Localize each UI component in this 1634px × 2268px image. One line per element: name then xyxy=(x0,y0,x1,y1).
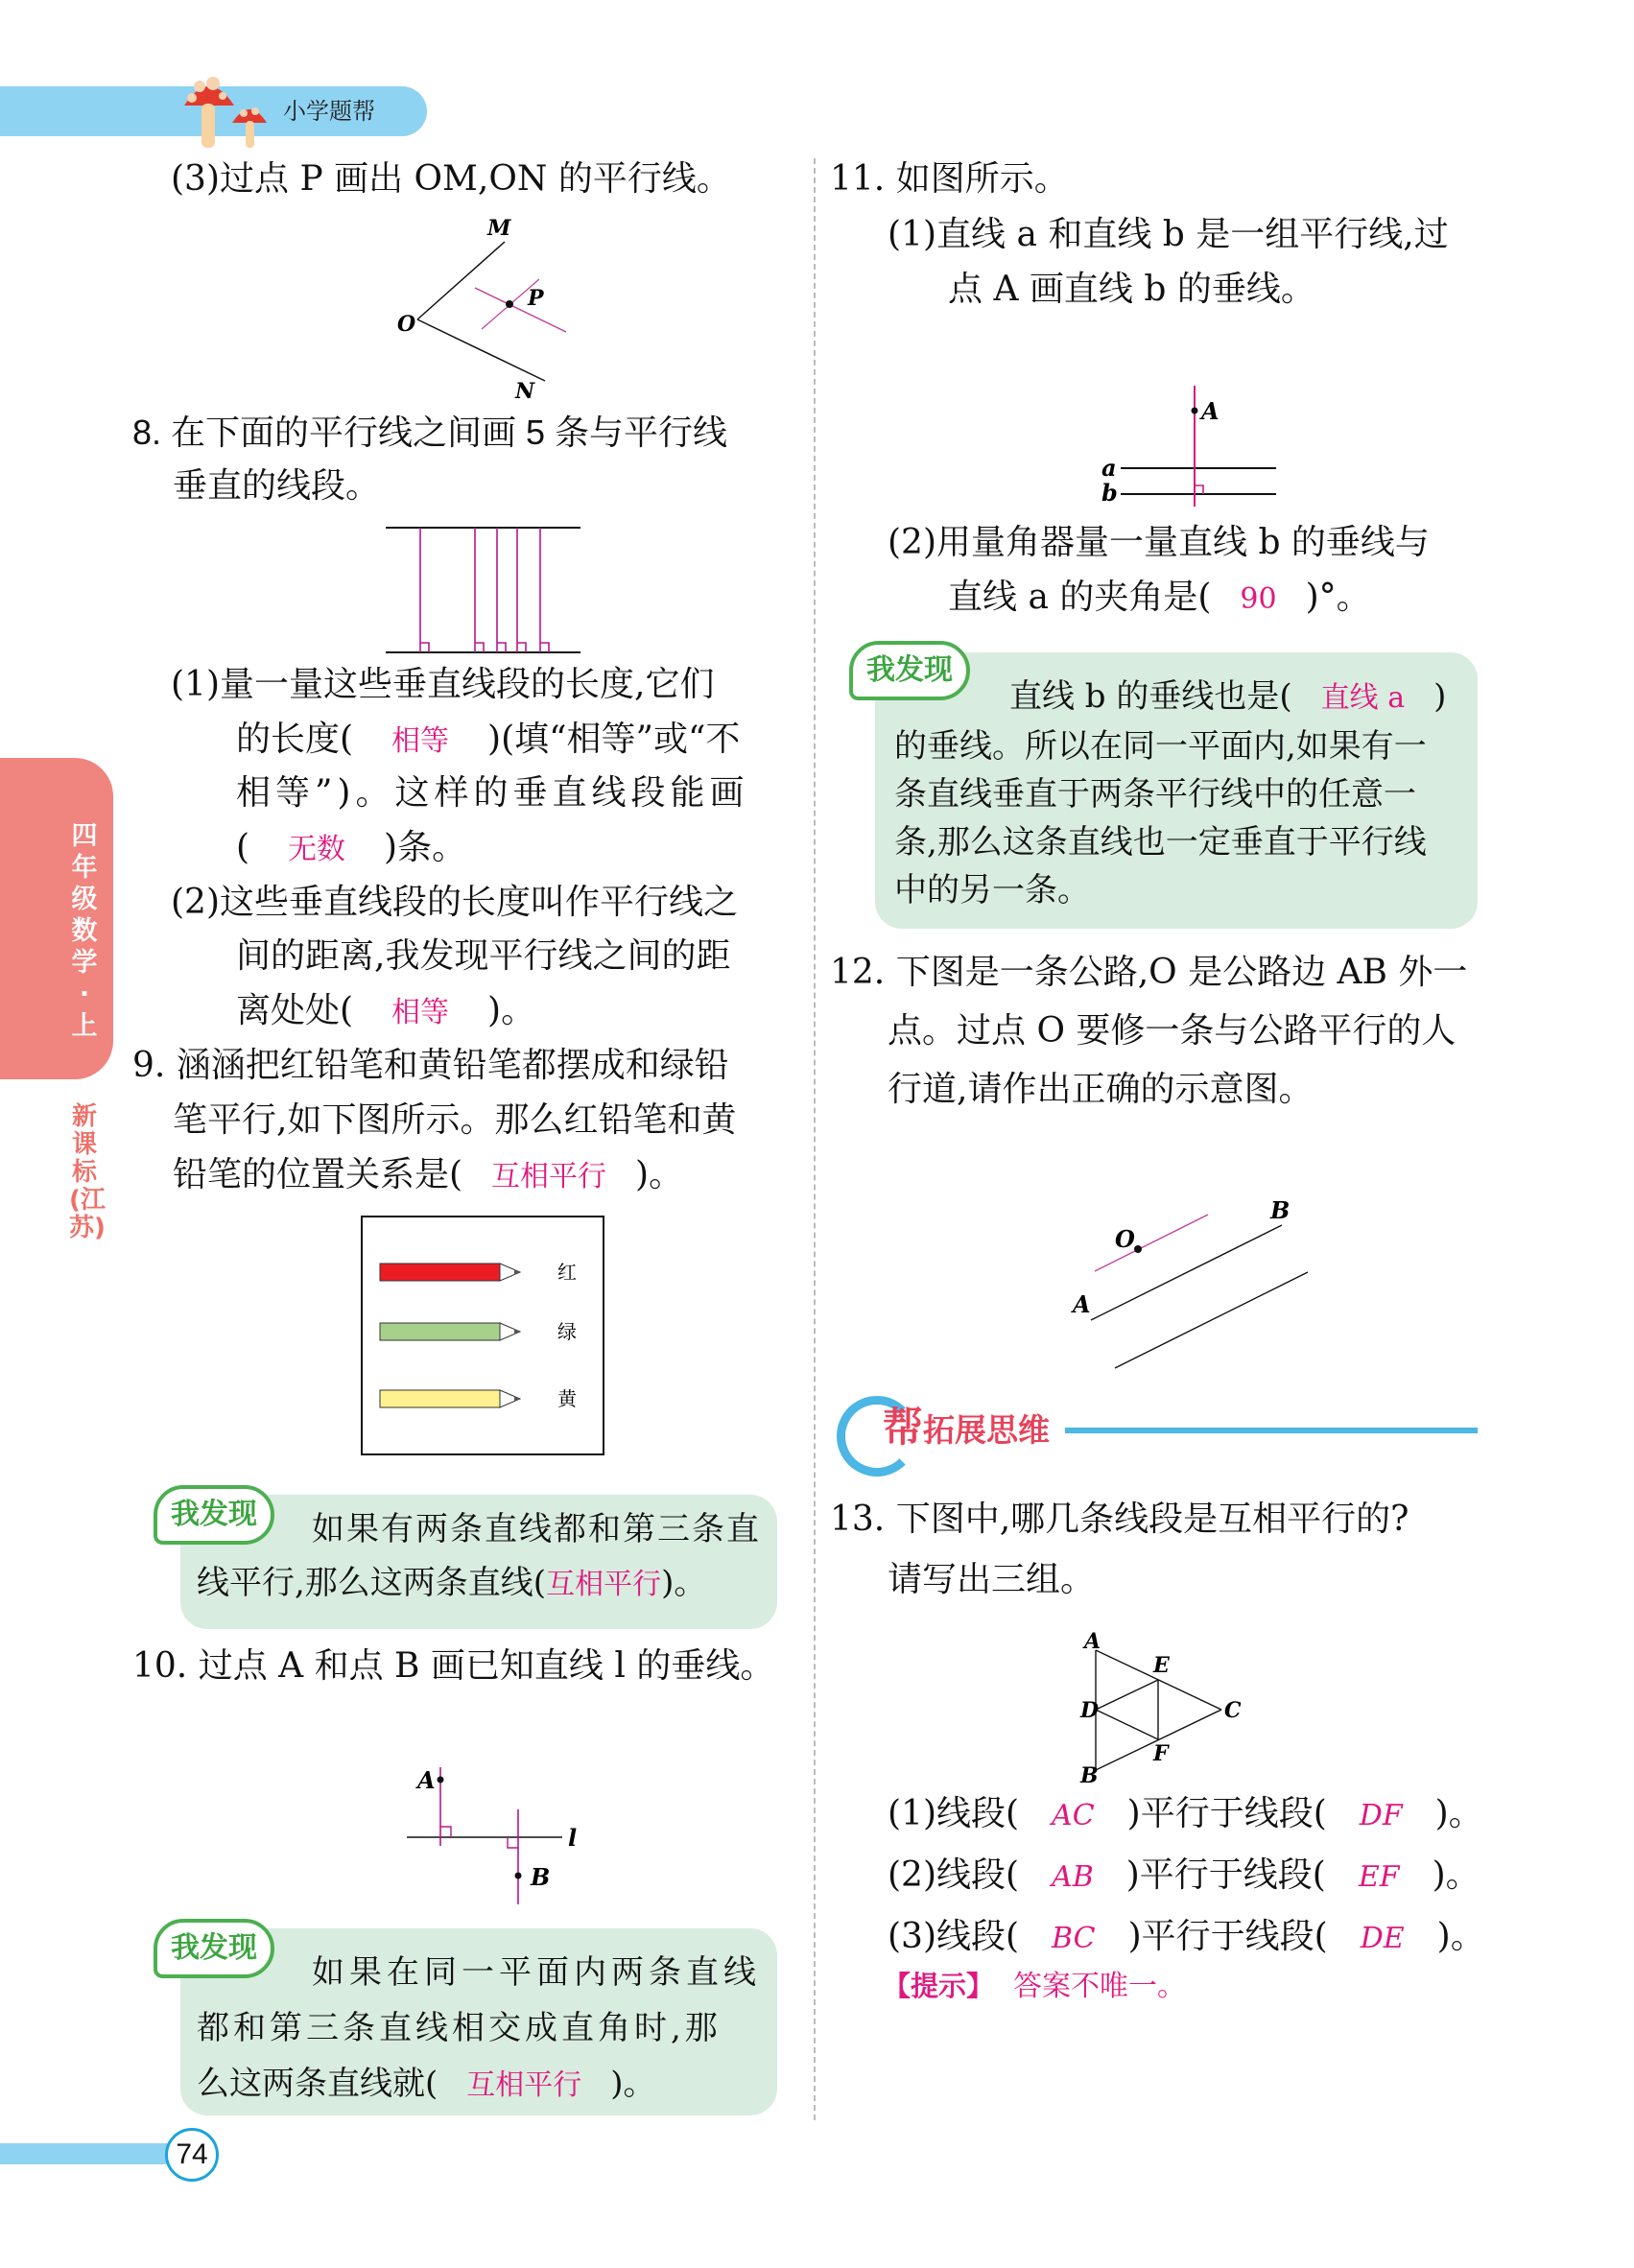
q13-answer-row: (1)线段( AC )平行于线段( DF )。 xyxy=(888,1794,1483,1833)
q8-p1-line1: (1)量一量这些垂直线段的长度,它们 xyxy=(171,665,715,704)
q7-part3-text: (3)过点 P 画出 OM,ON 的平行线。 xyxy=(171,159,731,199)
parallel-perpendicular-diagram xyxy=(365,508,595,662)
answer-mutually-parallel-2: 互相平行 xyxy=(546,1568,662,1601)
sidewalk-line xyxy=(1095,1215,1208,1271)
angle-mon-diagram xyxy=(365,211,614,403)
segment-answer: DE xyxy=(1360,1922,1405,1955)
parallel-ab-perpendicular-diagram xyxy=(1065,365,1295,518)
found-1-line1: 如果有两条直线都和第三条直 xyxy=(312,1510,761,1548)
label-m: M xyxy=(487,216,511,241)
found-badge-3: 我发现 xyxy=(849,641,970,700)
q9-line1: 9. 涵涵把红铅笔和黄铅笔都摆成和绿铅 xyxy=(132,1046,729,1085)
q13-line1: 13. 下图中,哪几条线段是互相平行的? xyxy=(830,1500,1409,1539)
found-3-line3: 条直线垂直于两条平行线中的任意一 xyxy=(894,775,1416,814)
q8-p1-line3: 相等”)。这样的垂直线段能画 xyxy=(236,773,749,813)
q8-p1-line2: 的长度( 相等 )(填“相等”或“不 xyxy=(236,720,741,759)
side-tab-edition: 新课标(江苏) xyxy=(69,1102,106,1242)
answer-angle-90: 90 xyxy=(1240,582,1277,616)
label-d: D xyxy=(1080,1698,1100,1723)
ray-om xyxy=(417,242,505,319)
pencil-label: 绿 xyxy=(557,1320,577,1343)
q8-p1-line4: ( 无数 )条。 xyxy=(236,828,467,867)
ray-on xyxy=(417,319,545,381)
label-b: B xyxy=(1270,1196,1291,1224)
answer-equal-1: 相等 xyxy=(391,724,450,758)
triangle-abc-diagram xyxy=(1017,1612,1324,1784)
answer-infinite: 无数 xyxy=(288,833,346,866)
extension-heading: 帮拓展思维 xyxy=(883,1404,1051,1451)
q13-answer-row: (3)线段( BC )平行于线段( DE )。 xyxy=(888,1917,1485,1956)
label-o: O xyxy=(397,312,416,337)
label-line-b: b xyxy=(1101,479,1118,507)
parallel-to-on xyxy=(475,288,566,332)
side-tab-grade: 四年级数学·上 xyxy=(71,821,98,1041)
header-title: 小学题帮 xyxy=(283,98,375,125)
road-edge-2 xyxy=(1115,1272,1308,1368)
q9-line2: 笔平行,如下图所示。那么红铅笔和黄 xyxy=(173,1100,737,1140)
label-f: F xyxy=(1153,1741,1169,1766)
found-3-line1: 直线 b 的垂线也是( 直线 a ) xyxy=(1009,677,1447,716)
segment-answer: AC xyxy=(1052,1799,1095,1832)
label-a-point: A xyxy=(1201,397,1220,425)
answer-mutually-parallel-1: 互相平行 xyxy=(491,1160,607,1193)
found-badge-1: 我发现 xyxy=(154,1485,274,1545)
mushroom-logo-icon xyxy=(163,58,278,158)
right-angle-mark xyxy=(420,643,429,652)
label-c: C xyxy=(1224,1698,1242,1723)
perpendicular-to-line-l-diagram xyxy=(384,1727,614,1919)
q13-answer-row: (2)线段( AB )平行于线段( EF )。 xyxy=(888,1855,1480,1895)
label-o: O xyxy=(1115,1225,1135,1253)
page-number: 74 xyxy=(165,2128,219,2182)
pencils-figure xyxy=(361,1216,606,1457)
found-3-line5: 中的另一条。 xyxy=(894,871,1090,910)
label-line-a: a xyxy=(1101,454,1117,482)
q11-p2-line1: (2)用量角器量一量直线 b 的垂线与 xyxy=(888,523,1430,562)
label-a: A xyxy=(1084,1629,1101,1654)
segment-answer: DF xyxy=(1359,1799,1403,1832)
q8-p2-line2: 间的距离,我发现平行线之间的距 xyxy=(236,936,731,976)
extension-rule xyxy=(1065,1428,1478,1433)
road-diagram xyxy=(1036,1170,1324,1382)
label-n: N xyxy=(515,379,535,403)
segment-answer: EF xyxy=(1358,1860,1400,1894)
answer-line-a: 直线 a xyxy=(1320,681,1406,715)
pencil-label: 红 xyxy=(557,1261,577,1284)
label-l: l xyxy=(568,1824,578,1852)
found-1-line2: 线平行,那么这两条直线(互相平行)。 xyxy=(197,1564,707,1602)
q9-line3: 铅笔的位置关系是( 互相平行 )。 xyxy=(173,1155,684,1194)
found-2-line1: 如果在同一平面内两条直线 xyxy=(312,1953,761,1992)
q8-p2-line3: 离处处( 相等 )。 xyxy=(236,991,536,1030)
right-angle-mark xyxy=(540,643,549,652)
answer-mutually-parallel-3: 互相平行 xyxy=(466,2068,582,2102)
q8-line2: 垂直的线段。 xyxy=(173,466,381,506)
q13-line2: 请写出三组。 xyxy=(888,1560,1096,1599)
column-divider xyxy=(814,158,816,2120)
point-p xyxy=(506,300,513,308)
q8-line1: 8. 在下面的平行线之间画 5 条与平行线 xyxy=(132,413,728,452)
pencil-label: 黄 xyxy=(557,1387,577,1410)
found-badge-2: 我发现 xyxy=(154,1919,274,1978)
right-angle-mark xyxy=(517,643,526,652)
q11-p1-line1: (1)直线 a 和直线 b 是一组平行线,过 xyxy=(888,215,1449,254)
q11-title: 11. 如图所示。 xyxy=(830,159,1069,199)
label-b: B xyxy=(531,1863,551,1891)
label-e: E xyxy=(1153,1653,1170,1678)
q12-line1: 12. 下图是一条公路,O 是公路边 AB 外一 xyxy=(830,953,1468,992)
q13-hint: 【提示】 答案不唯一。 xyxy=(883,1970,1187,2003)
found-3-line4: 条,那么这条直线也一定垂直于平行线 xyxy=(894,823,1427,862)
label-a: A xyxy=(417,1766,436,1794)
label-b: B xyxy=(1080,1763,1099,1784)
q11-p2-line2: 直线 a 的夹角是( 90 )°。 xyxy=(948,578,1371,617)
found-3-line2: 的垂线。所以在同一平面内,如果有一 xyxy=(894,727,1427,766)
right-angle-mark xyxy=(475,643,484,652)
footer-bar xyxy=(0,2143,173,2164)
label-p: P xyxy=(528,286,544,311)
q10-text: 10. 过点 A 和点 B 画已知直线 l 的垂线。 xyxy=(132,1646,775,1686)
found-2-line3: 么这两条直线就( 互相平行 )。 xyxy=(197,2065,656,2103)
q8-p2-line1: (2)这些垂直线段的长度叫作平行线之 xyxy=(171,883,738,922)
q12-line2: 点。过点 O 要修一条与公路平行的人 xyxy=(888,1011,1456,1051)
label-a: A xyxy=(1073,1290,1091,1318)
q13-answers xyxy=(888,1784,1485,1969)
right-angle-mark xyxy=(497,643,506,652)
q11-p1-line2: 点 A 画直线 b 的垂线。 xyxy=(948,270,1315,309)
q12-line3: 行道,请作出正确的示意图。 xyxy=(888,1070,1314,1109)
segment-answer: BC xyxy=(1052,1922,1096,1955)
answer-equal-2: 相等 xyxy=(391,996,450,1029)
found-2-line2: 都和第三条直线相交成直角时,那 xyxy=(197,2009,722,2047)
segment-answer: AB xyxy=(1052,1860,1094,1894)
